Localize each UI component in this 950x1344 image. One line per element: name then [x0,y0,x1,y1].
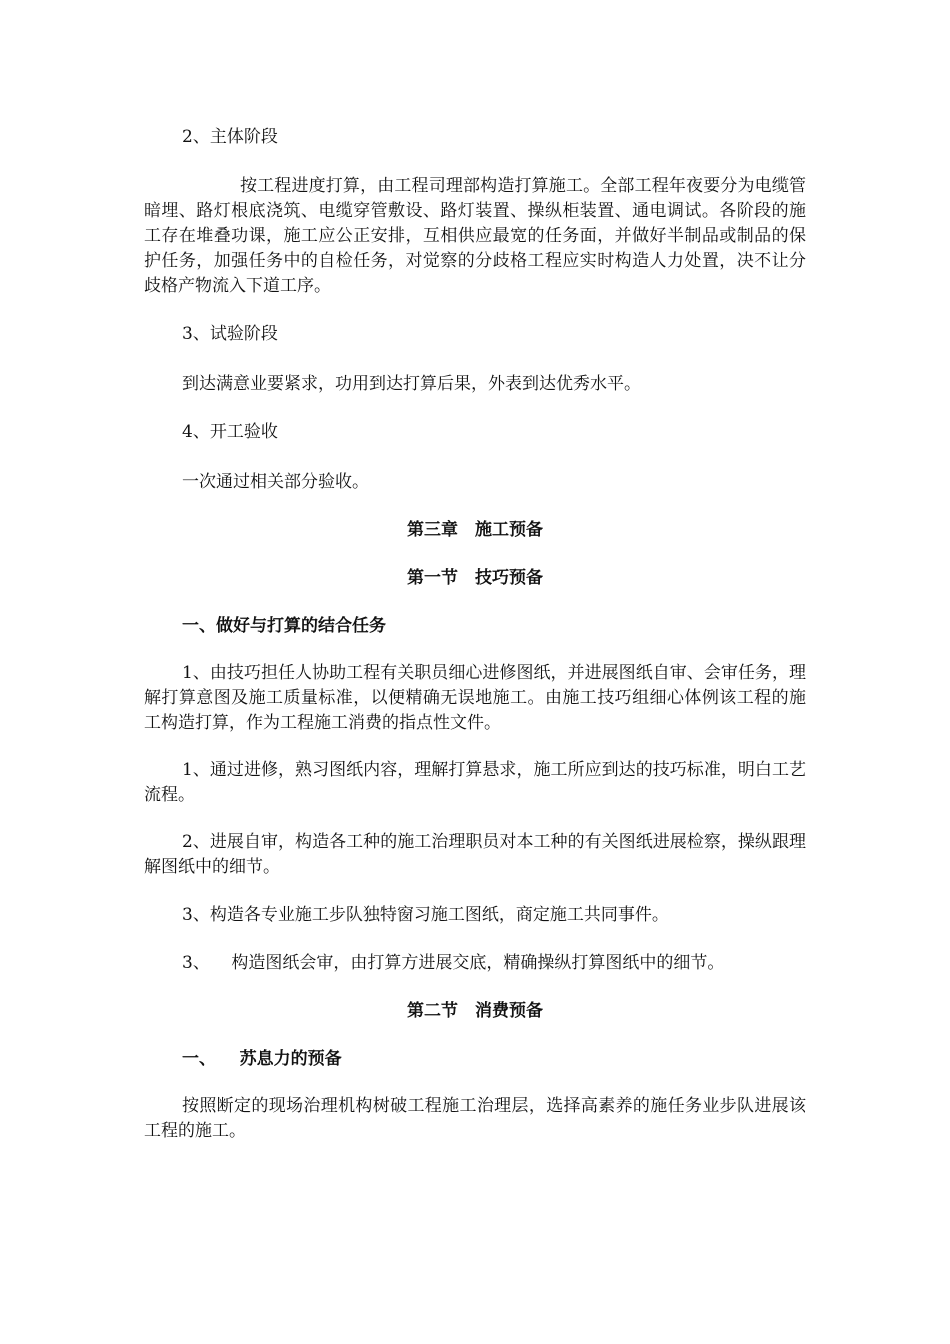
subheading-design-coordination: 一、做好与打算的结合任务 [182,616,386,636]
paragraph-joint-review: 3、 构造图纸会审，由打算方进展交底，精确操纵打算图纸中的细节。 [182,953,725,973]
paragraph-drawing-review: 1、由技巧担任人协助工程有关职员细心进修图纸，并进展图纸自审、会审任务，理解打算意图及施工质量标准，以便精确无误地施工。由施工技巧组细心体例该工程的施工构造打算，作为工程施工消费的指点性文件。 [144,663,806,733]
paragraph-labor-preparation: 按照断定的现场治理机构树破工程施工治理层，选择高素养的施任务业步队进展该工程的施工。 [144,1096,806,1141]
section-heading-test-stage: 3、试验阶段 [182,324,278,344]
section-heading-main-stage: 2、主体阶段 [182,127,278,147]
document-body [144,124,806,1166]
paragraph-study-drawings: 1、通过进修，熟习图纸内容，理解打算悬求，施工所应到达的技巧标准，明白工艺流程。 [144,760,806,805]
section-title-production: 第二节 消费预备 [407,1001,543,1021]
section-title-technical: 第一节 技巧预备 [407,568,543,588]
paragraph-self-review: 2、进展自审，构造各工种的施工治理职员对本工种的有关图纸进展检察，操纵跟理解图纸中的细节。 [144,832,806,877]
paragraph-team-study: 3、构造各专业施工步队独特窗习施工图纸，商定施工共同事件。 [182,905,669,925]
subheading-labor-preparation: 一、 苏息力的预备 [182,1049,342,1069]
paragraph-test-stage: 到达满意业要紧求，功用到达打算后果，外表到达优秀水平。 [182,374,641,394]
paragraph-acceptance: 一次通过相关部分验收。 [182,472,369,492]
chapter-title: 第三章 施工预备 [407,520,543,540]
section-heading-acceptance: 4、开工验收 [182,422,278,442]
paragraph-main-stage: 按工程进度打算，由工程司理部构造打算施工。全部工程年夜要分为电缆管暗埋、路灯根底浇筑、电缆穿管敷设、路灯装置、操纵柜装置、通电调试。各阶段的施工存在堆叠功课，施工应公正安排，互相供应最宽的任务面，并做好半制品或制品的保护任务，加强任务中的自检任务，对觉察的分歧格工程应实时构造人力处置，决不让分歧格产物流入下道工序。 [144,176,806,296]
